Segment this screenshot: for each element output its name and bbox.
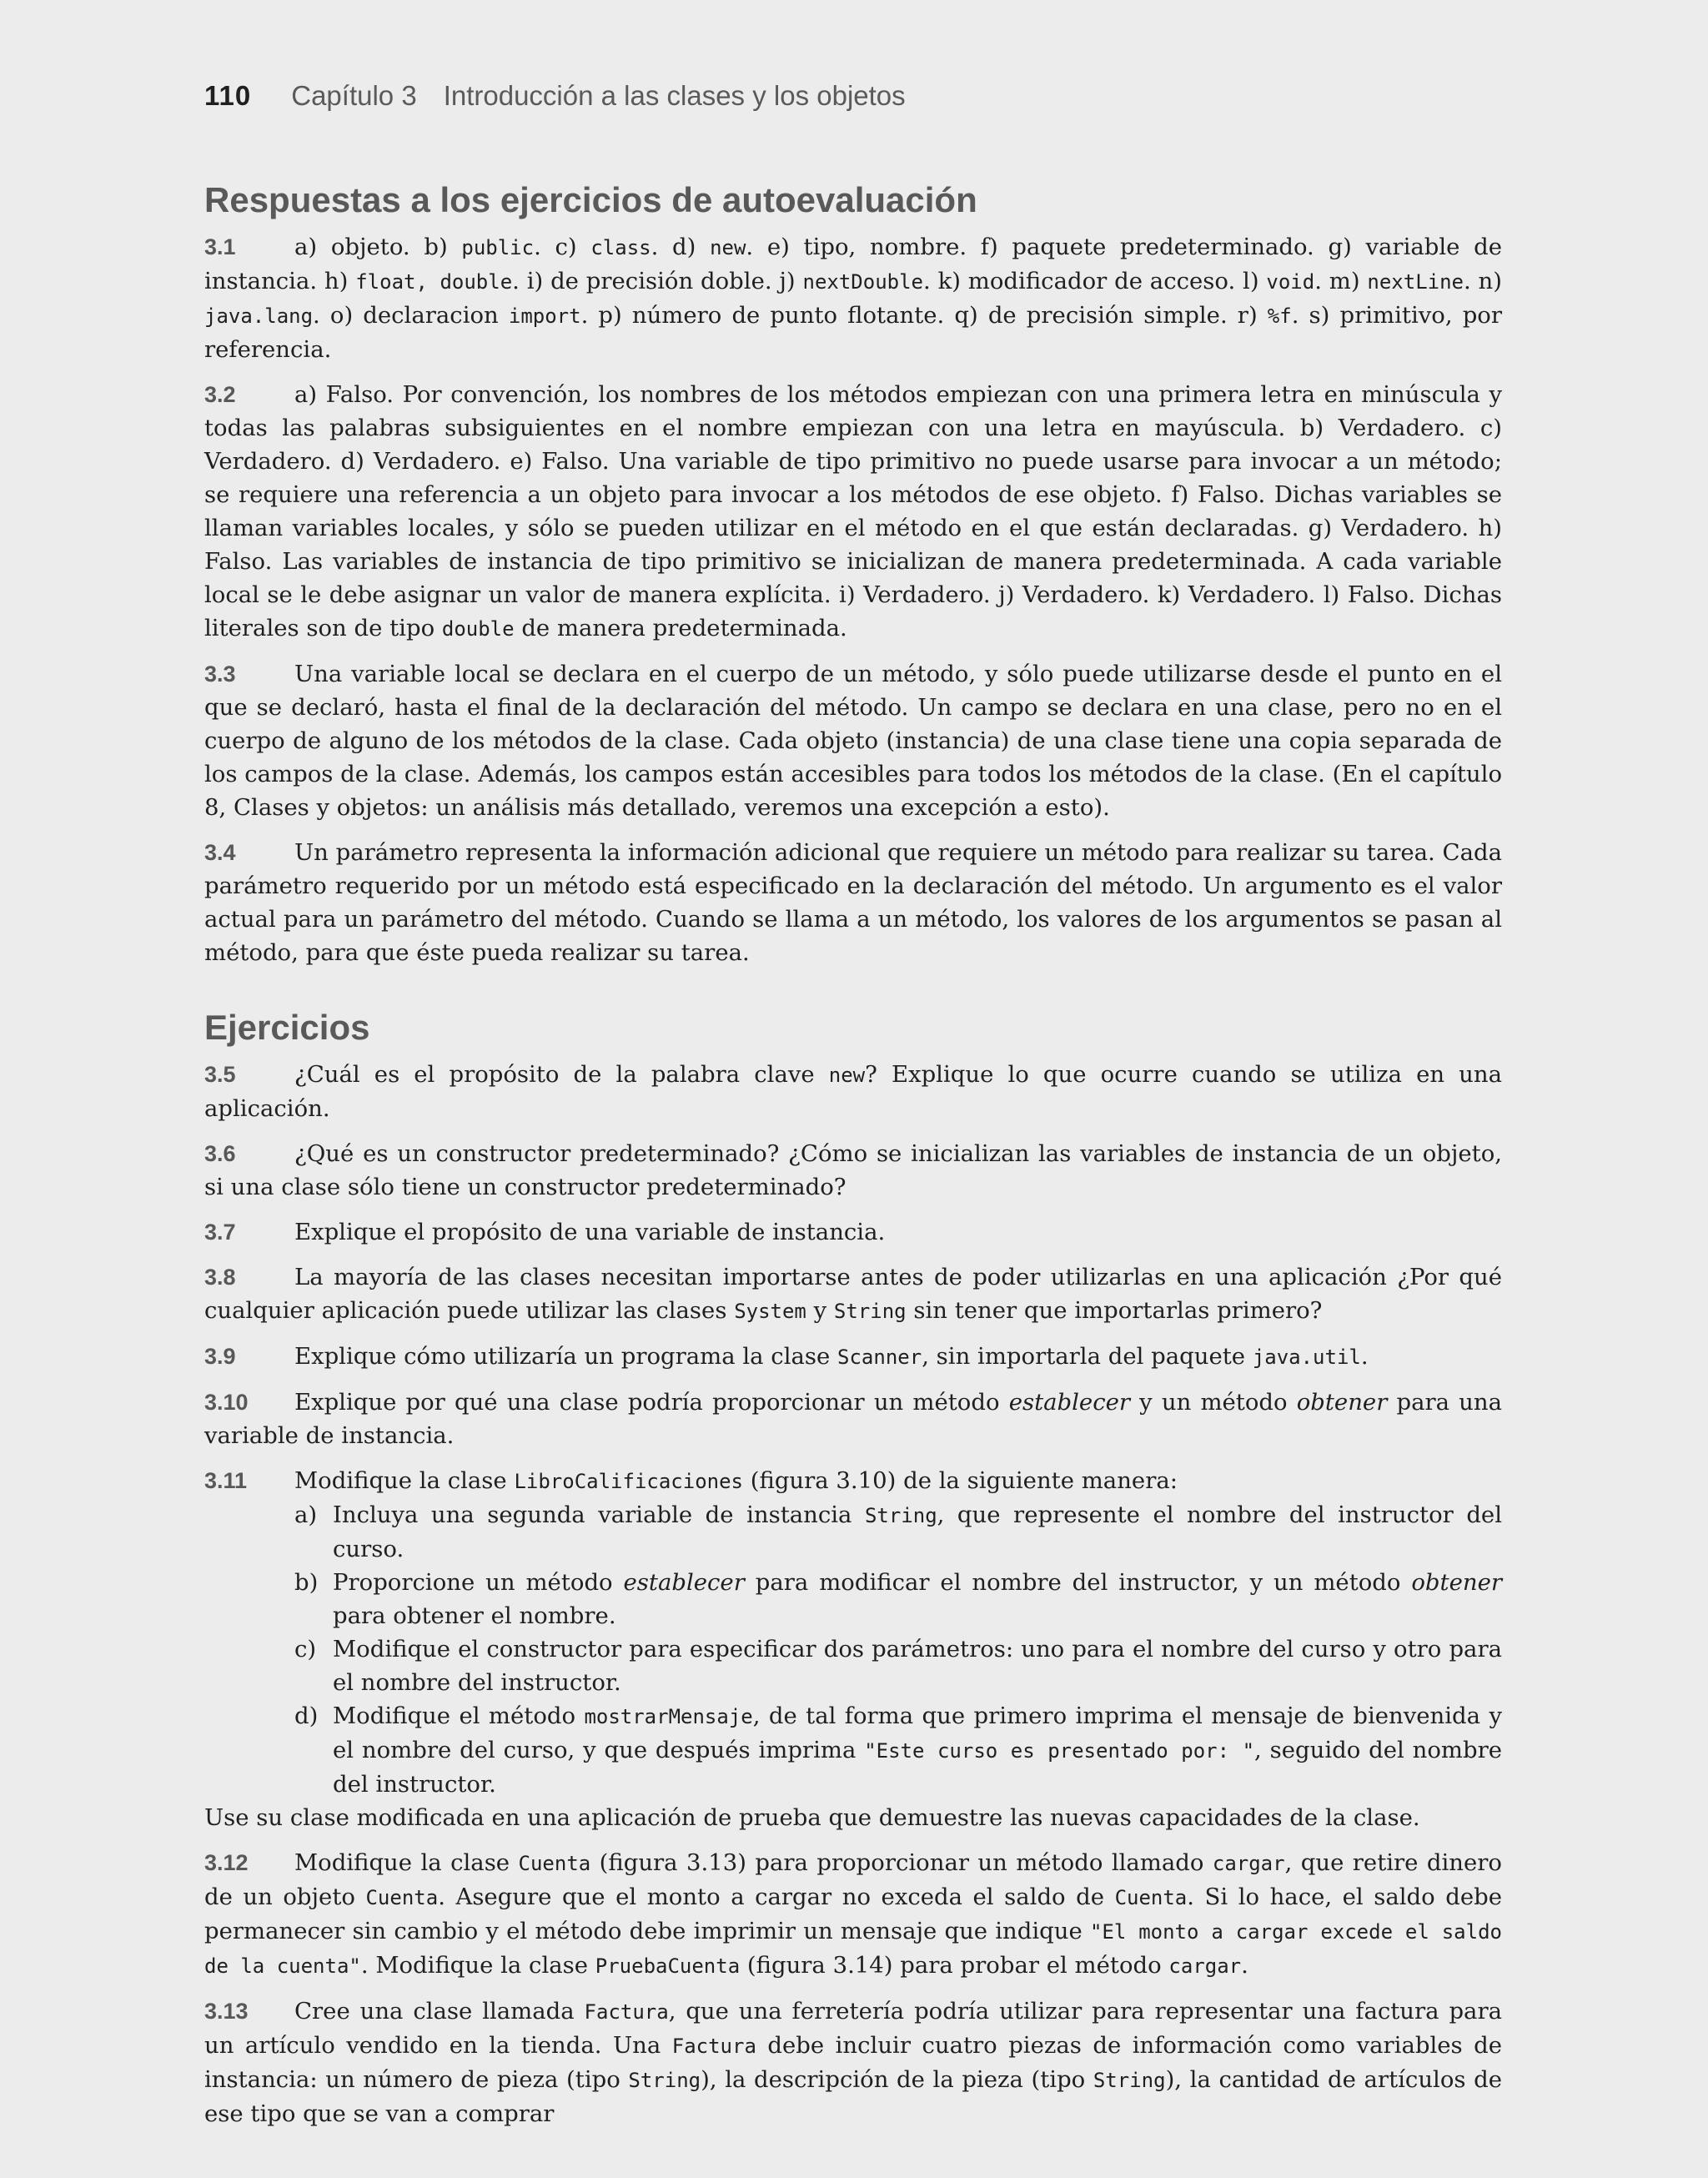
item-number: 3.13: [204, 1999, 249, 2024]
item-number: 3.9: [204, 1344, 236, 1369]
sub-item-c: c) Modifique el constructor para especificar dos parámetros: uno para el nombre del curso y otro para el nombre del instructor.: [294, 1636, 1502, 1696]
item-number: 3.11: [204, 1468, 248, 1493]
chapter-label: Capítulo 3: [291, 80, 417, 111]
item-number: 3.1: [204, 234, 236, 259]
sub-item-b: b) Proporcione un método establecer para modificar el nombre del instructor, y un método obtener para obtener el nombre.: [294, 1569, 1502, 1629]
exercise-3-11: [204, 1464, 1502, 1834]
exercise-3-13: 3.13 Cree una clase llamada Factura, que una ferretería podría utilizar para representar una factura para un artículo vendido en la tienda. Una Factura debe incluir cuatro piezas de información como variables de instancia: un número de pieza (tipo String), la descripción de la pieza (tipo String), la cantidad de artículos de ese tipo que se van a comprar: [204, 1994, 1502, 2130]
item-number: 3.4: [204, 840, 236, 865]
answer-3-1: 3.1 a) objeto. b) public. c) class. d) new. e) tipo, nombre. f) paquete predeterminado. g) variable de instancia. h) float, double. i) de precisión doble. j) nextDouble. k) modificador de acceso. l) void. m) nextLine. n) java.lang. o) declaracion import. p) número de punto flotante. q) de precisión simple. r) %f. s) primitivo, por referencia.: [204, 230, 1502, 366]
item-number: 3.7: [204, 1220, 236, 1245]
item-number: 3.2: [204, 382, 236, 407]
exercise-3-5: 3.5 ¿Cuál es el propósito de la palabra clave new? Explique lo que ocurre cuando se utiliza en una aplicación.: [204, 1058, 1502, 1125]
answer-3-3: 3.3 Una variable local se declara en el cuerpo de un método, y sólo puede utilizarse desde el punto en el que se declaró, hasta el final de la declaración del método. Un campo se declara en una clase, pero no en el cuerpo de alguno de los métodos de la clase. Cada objeto (instancia) de una clase tiene una copia separada de los campos de la clase. Además, los campos están accesibles para todos los métodos de la clase. (En el capítulo 8, Clases y objetos: un análisis más detallado, veremos una excepción a esto).: [204, 657, 1502, 824]
item-number: 3.8: [204, 1265, 236, 1290]
exercise-3-11-closing: Use su clase modificada en una aplicación de prueba que demuestre las nuevas capacidades de la clase.: [204, 1804, 1420, 1831]
chapter-title: Introducción a las clases y los objetos: [443, 80, 906, 111]
page-number: 110: [204, 80, 252, 111]
running-head: [204, 80, 906, 112]
item-number: 3.6: [204, 1141, 236, 1166]
section-title-exercises: Ejercicios: [204, 1008, 370, 1047]
item-number: 3.5: [204, 1062, 236, 1087]
exercise-3-10: 3.10 Explique por qué una clase podría proporcionar un método establecer y un método obtener para una variable de instancia.: [204, 1386, 1502, 1452]
answer-3-2: 3.2 a) Falso. Por convención, los nombres de los métodos empiezan con una primera letra en minúscula y todas las palabras subsiguientes en el nombre empiezan con una letra en mayúscula. b) Verdadero. c) Verdadero. d) Verdadero. e) Falso. Una variable de tipo primitivo no puede usarse para invocar a un método; se requiere una referencia a un objeto para invocar a los métodos de ese objeto. f) Falso. Dichas variables se llaman variables locales, y sólo se pueden utilizar en el método en el que están declaradas. g) Verdadero. h) Falso. Las variables de instancia de tipo primitivo se inicializan de manera predeterminada. A cada variable local se le debe asignar un valor de manera explícita. i) Verdadero. j) Verdadero. k) Verdadero. l) Falso. Dichas literales son de tipo double de manera predeterminada.: [204, 378, 1502, 646]
sub-item-a: a) Incluya una segunda variable de instancia String, que represente el nombre del instructor del curso.: [294, 1501, 1502, 1562]
exercise-3-11-intro: 3.11 Modifique la clase LibroCalificaciones (figura 3.10) de la siguiente manera:: [204, 1464, 1502, 1498]
exercise-3-8: 3.8 La mayoría de las clases necesitan importarse antes de poder utilizarlas en una aplicación ¿Por qué cualquier aplicación puede utilizar las clases System y String sin tener que importarlas primero?: [204, 1260, 1502, 1328]
answer-3-4: 3.4 Un parámetro representa la información adicional que requiere un método para realizar su tarea. Cada parámetro requerido por un método está especificado en la declaración del método. Un argumento es el valor actual para un parámetro del método. Cuando se llama a un método, los valores de los argumentos se pasan al método, para que éste pueda realizar su tarea.: [204, 836, 1502, 969]
page-content: [204, 177, 1502, 2142]
item-number: 3.12: [204, 1850, 249, 1875]
exercise-3-9: 3.9 Explique cómo utilizaría un programa la clase Scanner, sin importarla del paquete java.util.: [204, 1340, 1502, 1374]
sub-item-d: d) Modifique el método mostrarMensaje, de tal forma que primero imprima el mensaje de bienvenida y el nombre del curso, y que después imprima "Este curso es presentado por: ", seguido del nombre del instructor.: [294, 1703, 1502, 1798]
exercise-3-7: 3.7 Explique el propósito de una variable de instancia.: [204, 1215, 1502, 1249]
item-number: 3.10: [204, 1390, 249, 1415]
item-number: 3.3: [204, 661, 236, 687]
exercise-3-6: 3.6 ¿Qué es un constructor predeterminado? ¿Cómo se inicializan las variables de instancia de un objeto, si una clase sólo tiene un constructor predeterminado?: [204, 1137, 1502, 1204]
sub-item-list: [204, 1498, 1502, 1801]
section-title-answers: Respuestas a los ejercicios de autoevaluación: [204, 180, 977, 219]
exercise-3-12: 3.12 Modifique la clase Cuenta (figura 3.13) para proporcionar un método llamado cargar, que retire dinero de un objeto Cuenta. Asegure que el monto a cargar no exceda el saldo de Cuenta. Si lo hace, el saldo debe permanecer sin cambio y el método debe imprimir un mensaje que indique "El monto a cargar excede el saldo de la cuenta". Modifique la clase PruebaCuenta (figura 3.14) para probar el método cargar.: [204, 1846, 1502, 1983]
